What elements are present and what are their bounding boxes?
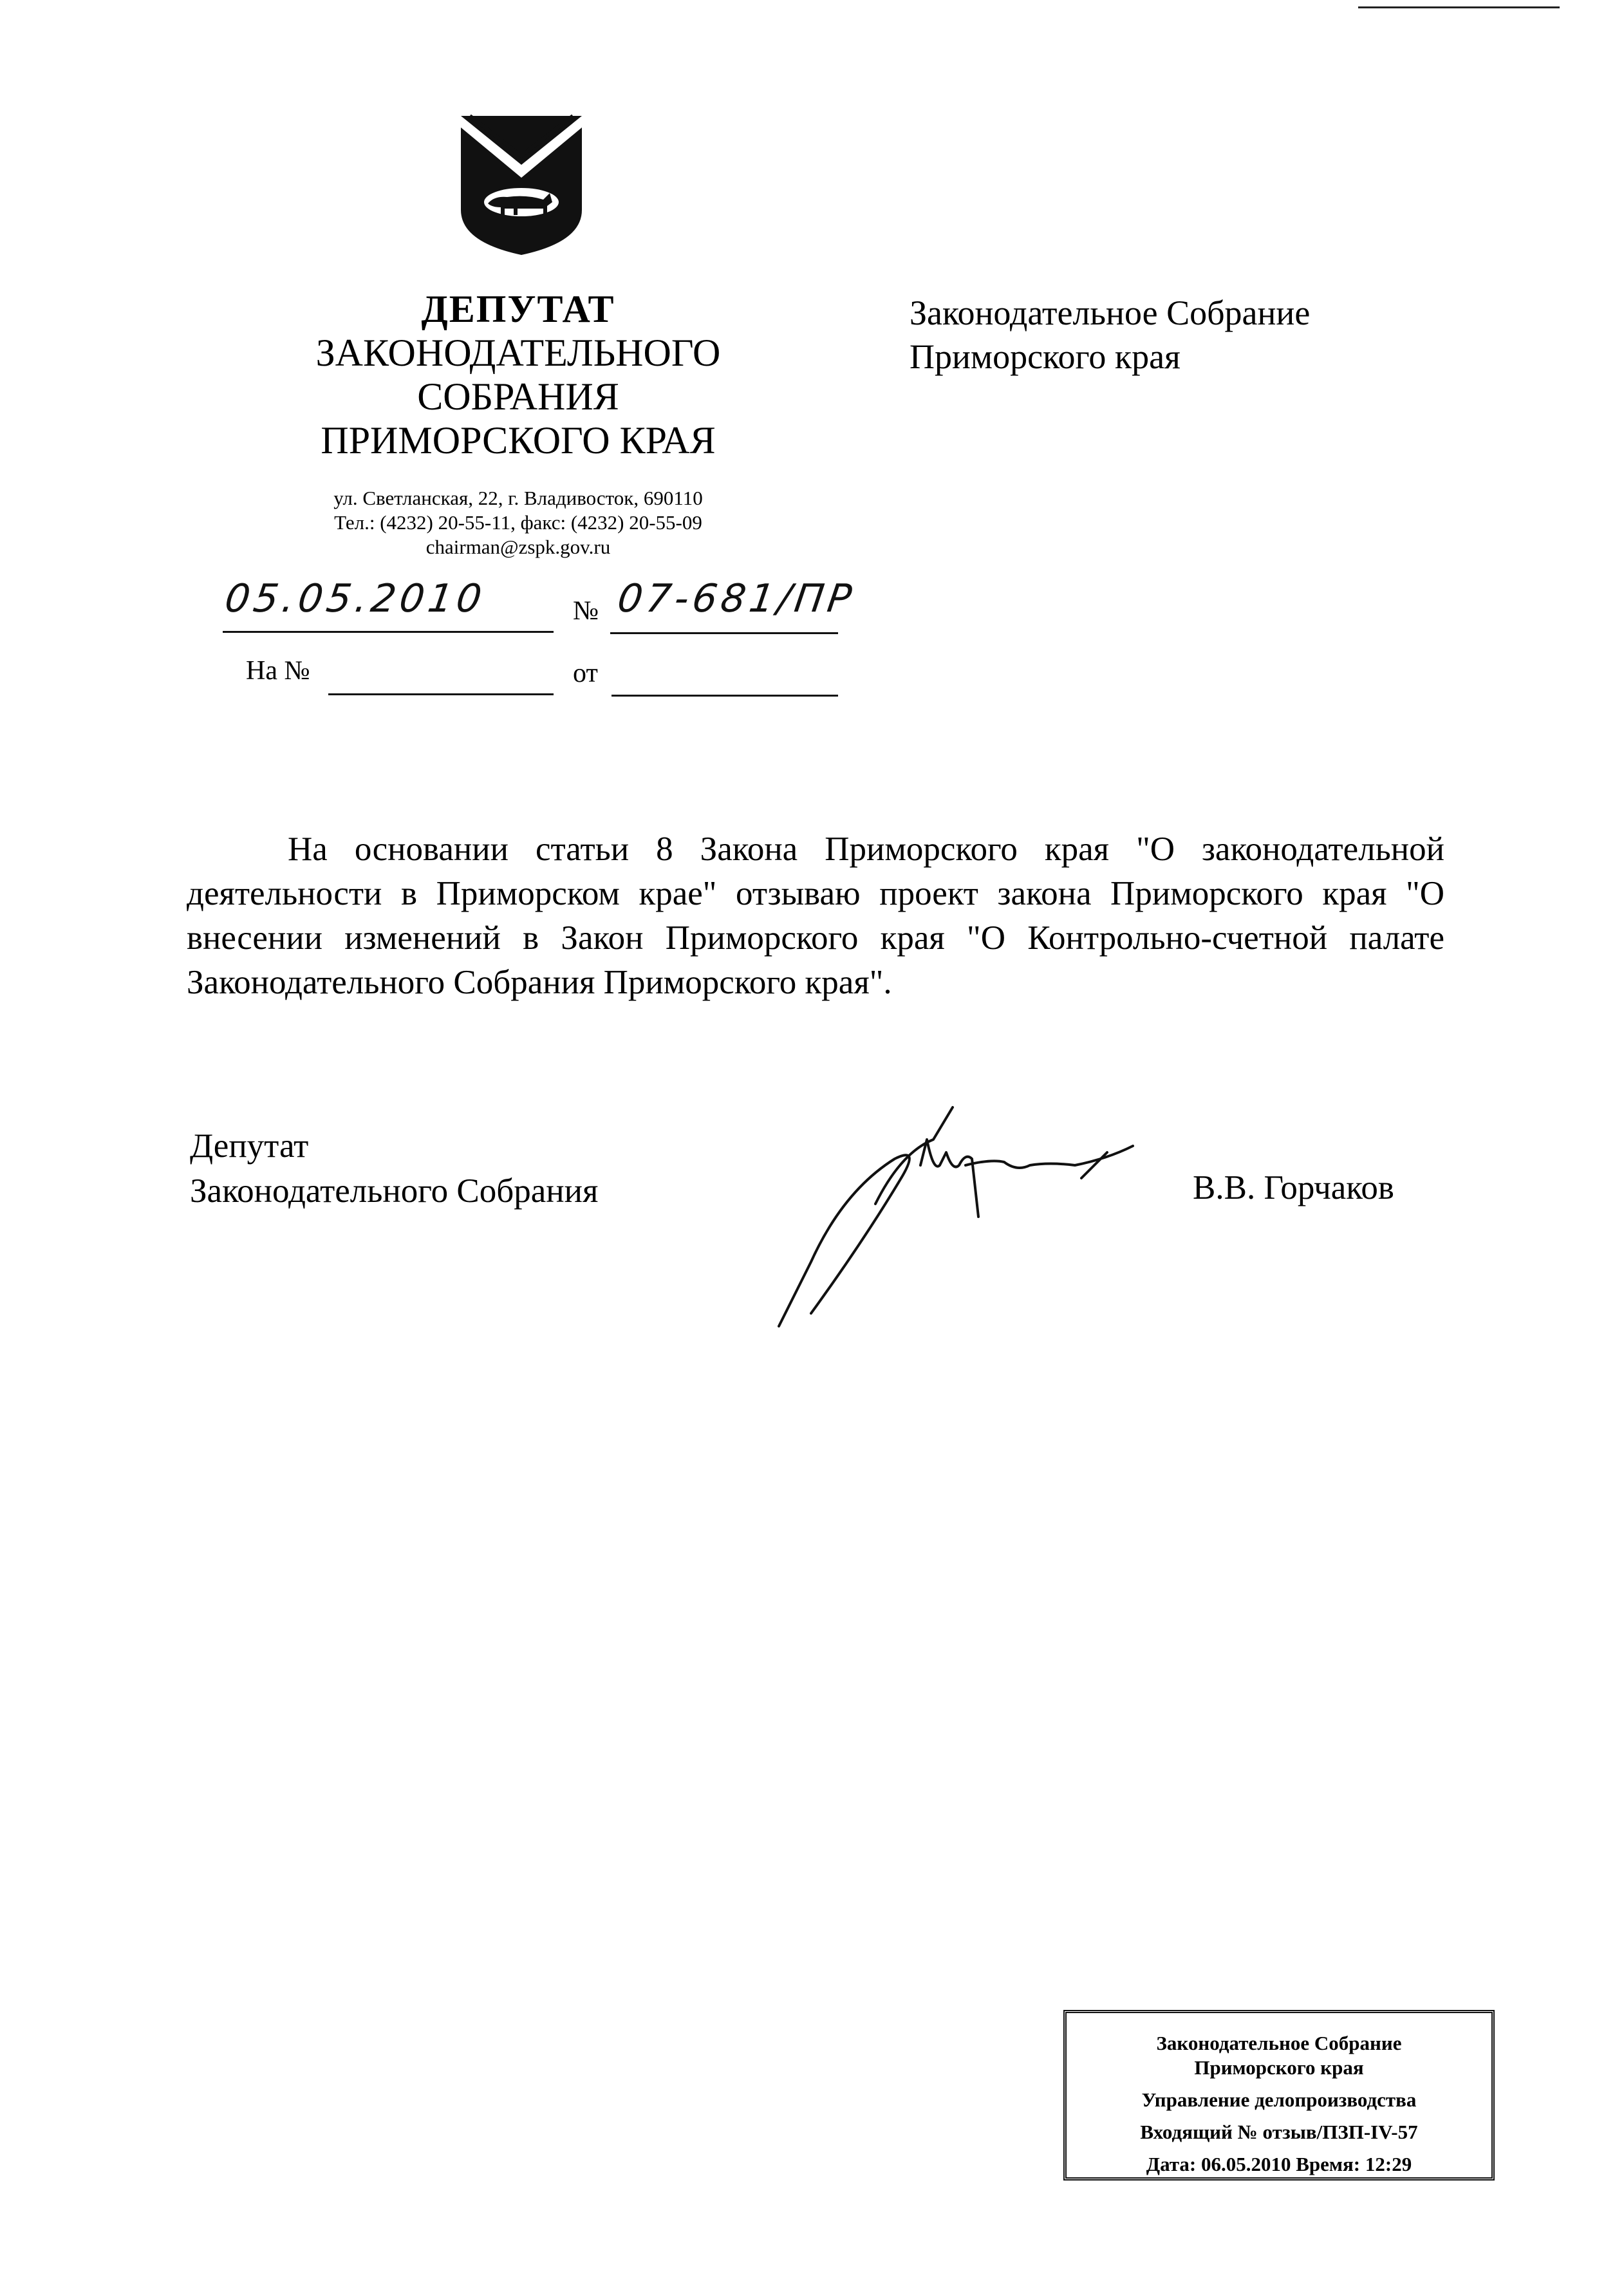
position-line1: Депутат [190, 1127, 309, 1165]
stamp-line5: Дата: 06.05.2010 Время: 12:29 [1146, 2153, 1412, 2175]
signatory-name: В.В. Горчаков [1193, 1169, 1394, 1206]
letterhead-line3: СОБРАНИЯ [417, 375, 619, 418]
incoming-registration-stamp [1063, 2010, 1495, 2181]
scan-edge-line [1358, 6, 1560, 8]
ref-date-line [611, 695, 838, 697]
letterhead-deputy: ДЕПУТАТ [421, 288, 615, 330]
letterhead-line2: ЗАКОНОДАТЕЛЬНОГО [315, 332, 721, 374]
position-line2: Законодательного Собрания [190, 1172, 599, 1210]
number-underline [610, 632, 838, 634]
address: ул. Светланская, 22, г. Владивосток, 690110 [333, 487, 703, 509]
letterhead-title [245, 287, 792, 462]
email: chairman@zspk.gov.ru [425, 536, 611, 558]
letterhead-line4: ПРИМОРСКОГО КРАЯ [321, 419, 716, 462]
from-label: от [573, 659, 598, 688]
signatory-position [190, 1123, 598, 1214]
stamp-line3: Управление делопроизводства [1141, 2088, 1417, 2111]
stamp-line2: Приморского края [1194, 2056, 1364, 2079]
addressee-line1: Законодательное Собрание [910, 294, 1311, 332]
number-label: № [573, 596, 599, 626]
ref-label: На № [246, 656, 310, 686]
ref-number-line [328, 693, 554, 695]
handwritten-signature [772, 1101, 1146, 1333]
letter-body [187, 827, 1444, 1005]
coat-of-arms-icon [458, 113, 584, 258]
addressee [910, 291, 1310, 379]
handwritten-date: 05.05.2010 [222, 576, 489, 621]
stamp-line4: Входящий № отзыв/ПЗП-IV-57 [1140, 2121, 1418, 2143]
phone-fax: Тел.: (4232) 20-55-11, факс: (4232) 20-55-09 [334, 511, 702, 534]
letterhead-contacts [270, 486, 766, 559]
stamp-line1: Законодательное Собрание [1156, 2032, 1402, 2054]
date-underline [223, 631, 554, 633]
handwritten-number: 07-681/ПР [615, 576, 858, 621]
body-paragraph: На основании статьи 8 Закона Приморского края "О законодательной деятельности в Приморском крае" отзываю проект закона Приморского края "О внесении изменений в Закон Приморского края "О Контрольно-счетной палате Законодательного Собрания Приморского края". [187, 830, 1444, 1001]
addressee-line2: Приморского края [910, 337, 1181, 376]
